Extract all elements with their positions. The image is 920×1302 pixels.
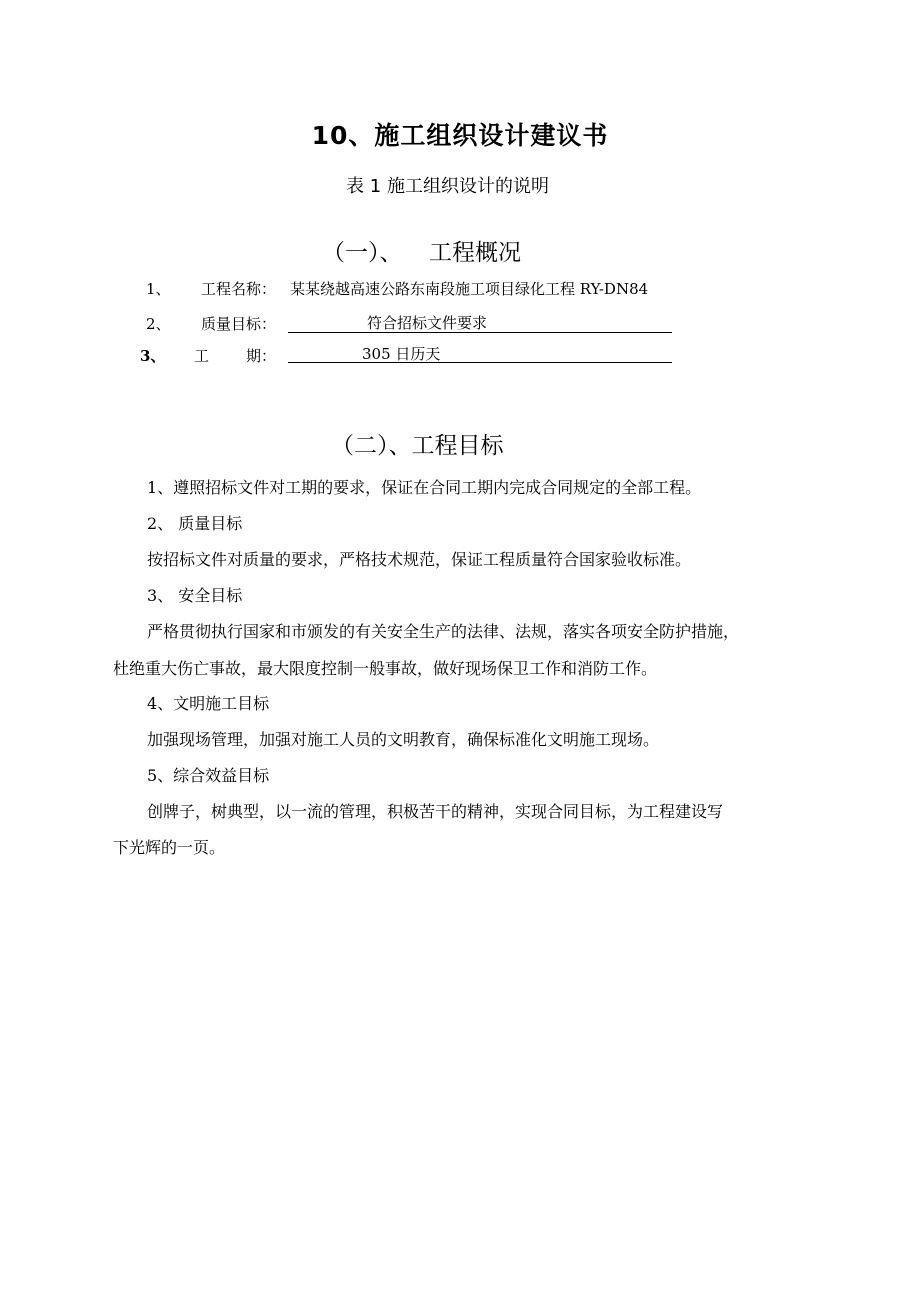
section1-number: （一）、	[322, 240, 403, 266]
goal-2-heading: 2、 质量目标	[147, 514, 243, 533]
goal-2-paragraph: 按招标文件对质量的要求，严格技术规范，保证工程质量符合国家验收标准。	[147, 550, 692, 569]
section2-heading: （二）、工程目标	[331, 433, 504, 459]
overview-item-2-label: 质量目标：	[201, 315, 277, 333]
table-caption: 表 1 施工组织设计的说明	[346, 176, 549, 197]
overview-item-1-label: 工程名称：	[201, 280, 277, 298]
goal-3-paragraph-line1: 严格贯彻执行国家和市颁发的有关安全生产的法律、法规，落实各项安全防护措施，	[147, 622, 740, 641]
overview-item-2-number: 2、	[146, 315, 171, 333]
duration-value: 305 日历天	[362, 345, 441, 363]
goal-4-heading: 4、文明施工目标	[147, 694, 270, 713]
goal-5-paragraph-line2: 下光辉的一页。	[113, 838, 226, 857]
project-name-value: 某某绕越高速公路东南段施工项目绿化工程 RY-DN84	[290, 280, 649, 298]
duration-underline	[288, 342, 672, 363]
goal-5-heading: 5、综合效益目标	[147, 766, 270, 785]
goal-3-heading: 3、 安全目标	[147, 586, 243, 605]
overview-item-3-label-b: 期：	[246, 347, 277, 365]
section1-heading: 工程概况	[429, 240, 521, 266]
goal-3-paragraph-line2: 杜绝重大伤亡事故，最大限度控制一般事故，做好现场保卫工作和消防工作。	[113, 659, 658, 678]
goal-4-paragraph: 加强现场管理，加强对施工人员的文明教育，确保标准化文明施工现场。	[147, 730, 660, 749]
goal-5-paragraph-line1: 创牌子，树典型，以一流的管理，积极苦干的精神，实现合同目标，为工程建设写	[147, 802, 724, 821]
overview-item-1-number: 1、	[146, 280, 171, 298]
overview-item-3-number: 3、	[140, 347, 166, 365]
overview-item-3-label-a: 工	[194, 347, 210, 365]
goal-1-paragraph: 1、遵照招标文件对工期的要求，保证在合同工期内完成合同规定的全部工程。	[147, 478, 702, 497]
page-title: 10、施工组织设计建议书	[311, 121, 609, 150]
quality-target-value: 符合招标文件要求	[367, 314, 488, 332]
